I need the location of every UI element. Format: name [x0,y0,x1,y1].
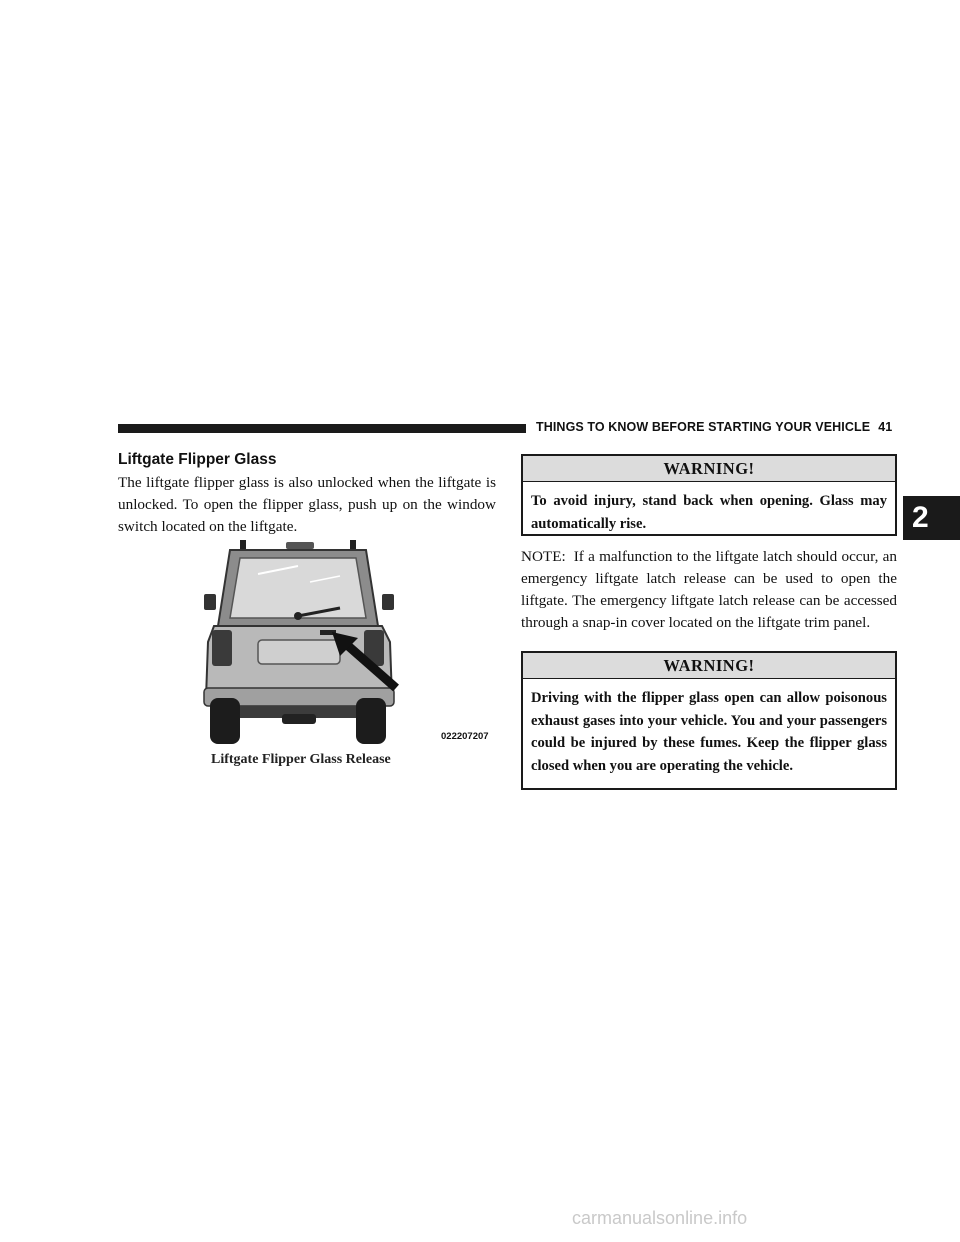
figure-caption: Liftgate Flipper Glass Release [211,752,391,767]
tire-left [210,698,240,744]
running-header [536,420,892,434]
warning-title-1: WARNING! [523,456,895,482]
roof-rail-left [240,540,246,550]
note-paragraph [521,546,897,634]
note-label: NOTE: [521,548,566,565]
tow-hitch [282,714,316,724]
roof-rail-right [350,540,356,550]
tire-right [356,698,386,744]
running-title: THINGS TO KNOW BEFORE STARTING YOUR VEHICLE [536,420,871,434]
vehicle-rear-illustration [200,538,496,748]
tail-light-left [212,630,232,666]
chapter-tab: 2 [903,496,960,540]
warning-title-2: WARNING! [523,653,895,679]
license-plate-recess [258,640,340,664]
wiper-pivot [294,612,302,620]
brake-light [286,542,314,549]
page-number: 41 [878,420,893,434]
mirror-right [382,594,394,610]
warning-text-2: Driving with the flipper glass open can allow poisonous exhaust gases into your vehicle. You and your passengers could be injured by these fumes. Keep the flipper glass closed when you are operating the vehicle. [531,690,887,774]
header-rule [118,424,526,433]
section-title: Liftgate Flipper Glass [118,451,277,468]
mirror-left [204,594,216,610]
warning-box-1 [521,454,897,536]
figure-code: 022207207 [441,731,489,742]
warning-box-2 [521,651,897,790]
note-text: If a malfunction to the liftgate latch should occur, an emergency liftgate latch release can be used to open the liftgate. The emergency liftgate latch release can be accessed through a snap-in cover located on the liftgate trim panel. [521,548,897,631]
warning-text-1: To avoid injury, stand back when opening. Glass may automatically rise. [531,493,887,532]
section-body: The liftgate flipper glass is also unlocked when the liftgate is unlocked. To open the flipper glass, push up on the window switch located on the liftgate. [118,474,496,535]
watermark: carmanualsonline.info [572,1208,748,1228]
vehicle-rear-figure [200,538,496,748]
